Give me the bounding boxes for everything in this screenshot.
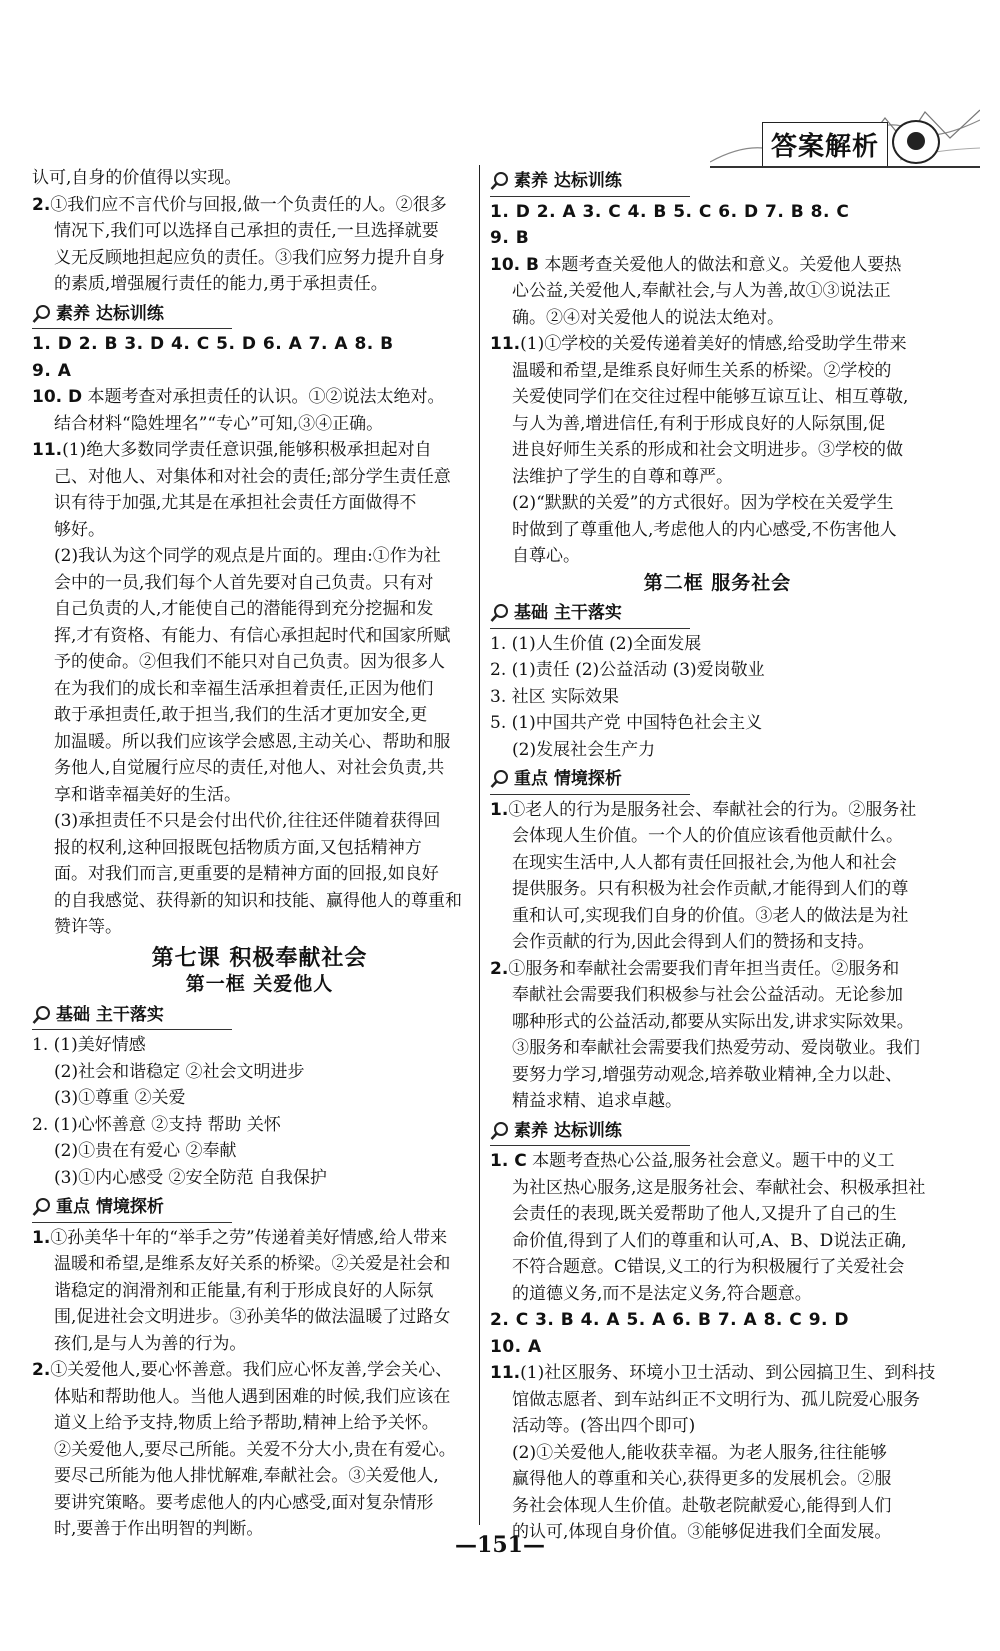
section-label-text: 重点 情境探析 [514,769,622,789]
text-line: 识有待于加强,尤其是在承担社会责任方面做得不 [54,493,417,513]
question-line [490,252,945,279]
question-line [32,1357,487,1384]
text-line: 赢得他人的尊重和关心,获得更多的发展机会。②服 [512,1469,892,1489]
magnifier-icon [32,304,52,324]
text-line: 关爱使同学们在交往过程中能够互谅互让、相互尊敬, [512,387,909,407]
text-line: 体贴和帮助他人。当他人遇到困难的时候,我们应该在 [54,1386,451,1407]
text-line: 会责任的表现,既关爱帮助了他人,又提升了自己的生 [512,1204,897,1224]
text-line: 哪种形式的公益活动,都要从实际出发,讲求实际效果。 [512,1011,914,1032]
text-line: 心公益,关爱他人,奉献社会,与人为善,故①③说法正 [512,281,891,301]
magnifier-icon [490,1121,510,1141]
text-line: 提供服务。只有积极为社会作贡献,才能得到人们的尊 [512,879,909,899]
text-line: 时做到了尊重他人,考虑他人的内心感受,不伤害他人 [512,519,897,540]
question-line [490,797,945,824]
text-line: (3)①尊重 ②关爱 [54,1088,186,1108]
question-text: (1)社区服务、环境小卫士活动、到公园搞卫生、到科技 [520,1363,936,1383]
text-line: 会体现人生价值。一个人的价值应该看他贡献什么。 [512,826,903,846]
question-number: 2. [490,958,509,979]
section-label [490,1118,690,1147]
text-line: 5. (1)中国共产党 中国特色社会主义 [490,713,763,733]
question-line [490,1148,945,1175]
section-label [490,600,690,629]
question-line [32,192,487,219]
magnifier-icon [490,769,510,789]
section-label-text: 基础 主干落实 [514,603,622,623]
column-divider [479,165,480,1525]
text-line: 面。对我们而言,更重要的是精神方面的回报,如良好 [54,864,439,884]
text-line: 认可,自身的价值得以实现。 [32,168,242,188]
question-line [32,437,487,464]
text-line: (2)发展社会生产力 [512,739,656,760]
text-line: 予的使命。②但我们不能只对自己负责。因为很多人 [54,652,445,672]
magnifier-icon [32,1005,52,1025]
text-line: 重和认可,实现我们自身的价值。③老人的做法是为社 [512,905,909,926]
text-line: 享和谐幸福美好的生活。 [54,784,241,805]
text-line: 1. (1)美好情感 [32,1035,146,1055]
text-line: 的素质,增强履行责任的能力,勇于承担责任。 [54,274,388,294]
text-line: (2)①贵在有爱心 ②奉献 [54,1141,237,1161]
text-line: 结合材料“隐姓埋名”“专心”可知,③④正确。 [54,413,384,434]
question-text: ①孙美华十年的“举手之劳”传递着美好情感,给人带来 [50,1227,448,1248]
text-line: 在现实生活中,人人都有责任回报社会,为他人和社会 [512,852,897,873]
text-line: 精益求精、追求卓越。 [512,1091,682,1111]
question-line [490,331,945,358]
text-line: 务社会体现人生价值。赴敬老院献爱心,能得到人们 [512,1495,892,1516]
lesson-heading: 第七课 积极奉献社会 [151,944,368,971]
question-number: 10. B [490,254,539,275]
header-title: 答案解析 [762,122,888,167]
question-number: 1. [32,1227,51,1248]
question-number: 1. C [490,1151,527,1171]
text-line: 够好。 [54,519,105,540]
question-number: 2. [32,1360,51,1380]
text-line: 要尽己所能为他人排忧解难,奉献社会。③关爱他人, [54,1466,439,1486]
text-line: 命价值,得到了人们的尊重和认可,A、B、D说法正确, [512,1230,907,1251]
section-label-text: 素养 达标训练 [514,1120,622,1141]
section-label-text: 素养 达标训练 [514,171,622,191]
answer-key-line: 10. A [490,1336,542,1357]
question-text: ①我们应不言代价与回报,做一个负责任的人。②很多 [50,194,447,215]
brand-logo-icon [892,120,940,164]
section-label [32,301,232,330]
text-line: 加温暖。所以我们应该学会感恩,主动关心、帮助和服 [54,731,451,752]
answer-key-line: 1. D 2. B 3. D 4. C 5. D 6. A 7. A 8. B [32,334,394,354]
question-text: 本题考查关爱他人的做法和意义。关爱他人要热 [539,254,902,275]
text-line: 进良好师生关系的形成和社会文明进步。③学校的做 [512,440,903,460]
text-line: 情况下,我们可以选择自己承担的责任,一旦选择就要 [54,221,439,241]
section-label-text: 基础 主干落实 [56,1004,164,1025]
text-line: 2. (1)责任 (2)公益活动 (3)爱岗敬业 [490,660,765,680]
text-line: 务他人,自觉履行应尽的责任,对他人、对社会负责,共 [54,758,445,778]
magnifier-icon [490,171,510,191]
answer-key-line: 9. A [32,360,72,381]
question-text: ①服务和奉献社会需要我们青年担当责任。②服务和 [508,958,900,979]
text-line: 为社区热心服务,这是服务社会、奉献社会、积极承担社 [512,1177,926,1198]
text-line: 不符合题意。C错误,义工的行为积极履行了关爱社会 [512,1257,905,1277]
section-label-text: 素养 达标训练 [56,303,164,324]
text-line: 与人为善,增进信任,有利于形成良好的人际氛围,促 [512,413,886,434]
question-text: (1)①学校的关爱传递着美好的情感,给受助学生带来 [520,334,907,354]
magnifier-icon [490,603,510,623]
text-line: 会作贡献的行为,因此会得到人们的赞扬和支持。 [512,932,875,952]
text-line: 温暖和希望,是维系友好关系的桥梁。②关爱是社会和 [54,1254,451,1274]
left-column [32,165,487,1543]
text-line: 温暖和希望,是维系良好师生关系的桥梁。②学校的 [512,360,892,381]
question-number: 11. [490,1363,521,1383]
text-line: 敢于承担责任,敢于担当,我们的生活才更加安全,更 [54,705,428,725]
section-label [32,1002,232,1031]
text-line: 确。②④对关爱他人的说法太绝对。 [512,307,784,328]
text-line: (3)①内心感受 ②安全防范 自我保护 [54,1167,327,1188]
text-line: 的自我感觉、获得新的知识和技能、赢得他人的尊重和 [54,890,462,911]
section-label [490,168,690,197]
text-line: 道义上给予支持,物质上给予帮助,精神上给予关怀。 [54,1413,439,1433]
question-text: ①老人的行为是服务社会、奉献社会的行为。②服务社 [508,799,917,820]
section-label-text: 重点 情境探析 [56,1197,164,1217]
text-line: 孩们,是与人为善的行为。 [54,1333,247,1354]
text-line: 义无反顾地担起应负的责任。③我们应努力提升自身 [54,247,445,268]
text-line: 1. (1)人生价值 (2)全面发展 [490,633,702,654]
question-number: 2. [32,194,51,215]
text-line: 3. 社区 实际效果 [490,686,620,707]
text-line: 2. (1)心怀善意 ②支持 帮助 关怀 [32,1114,281,1135]
text-line: (2)①关爱他人,能收获幸福。为老人服务,往往能够 [512,1442,887,1463]
right-column [490,165,945,1546]
question-line [32,1225,487,1252]
text-line: 的认可,体现自身价值。③能够促进我们全面发展。 [512,1522,892,1542]
question-line [32,384,487,411]
text-line: (2)社会和谐稳定 ②社会文明进步 [54,1061,305,1082]
text-line: 在为我们的成长和幸福生活承担着责任,正因为他们 [54,678,434,699]
text-line: 活动等。(答出四个即可) [512,1416,696,1436]
text-line: 自尊心。 [512,546,580,566]
text-line: ②关爱他人,要尽己所能。关爱不分大小,贵在有爱心。 [54,1439,456,1460]
text-line: 围,促进社会文明进步。③孙美华的做法温暖了过路女 [54,1307,451,1327]
text-line: (2)我认为这个同学的观点是片面的。理由:①作为社 [54,546,441,566]
answer-key-line: 9. B [490,228,530,248]
question-text: (1)绝大多数同学责任意识强,能够积极承担起对自 [62,440,432,460]
text-line: 自己负责的人,才能使自己的潜能得到充分挖掘和发 [54,599,434,619]
text-line: 会中的一员,我们每个人首先要对自己负责。只有对 [54,572,434,593]
answer-key-line: 2. C 3. B 4. A 5. A 6. B 7. A 8. C 9. D [490,1310,850,1330]
question-number: 1. [490,799,509,820]
text-line: 奉献社会需要我们积极参与社会公益活动。无论参加 [512,985,903,1005]
question-line [490,956,945,983]
text-line: (2)“默默的关爱”的方式很好。因为学校在关爱学生 [512,493,894,513]
text-line: 谐稳定的润滑剂和正能量,有利于形成良好的人际氛 [54,1280,434,1301]
text-line: 赞许等。 [54,917,122,937]
text-line: 要讲究策略。要考虑他人的内心感受,面对复杂情形 [54,1492,434,1513]
text-line: 报的权利,这种回报既包括物质方面,又包括精神方 [54,837,422,858]
text-line: 要努力学习,增强劳动观念,培养敬业精神,全力以赴、 [512,1064,903,1085]
text-line: (3)承担责任不只是会付出代价,往往还伴随着获得回 [54,811,441,831]
text-line: 馆做志愿者、到车站纠正不文明行为、孤儿院爱心服务 [512,1389,920,1410]
lesson-subheading: 第二框 服务社会 [643,571,792,594]
page-number: —151— [455,1532,545,1558]
section-label [32,1194,232,1223]
magnifier-icon [32,1197,52,1217]
text-line: 时,要善于作出明智的判断。 [54,1519,264,1539]
text-line: 己、对他人、对集体和对社会的责任;部分学生责任意 [54,466,451,487]
question-text: ①关爱他人,要心怀善意。我们应心怀友善,学会关心、 [50,1360,453,1380]
question-text: 本题考查对承担责任的认识。①②说法太绝对。 [82,387,445,407]
text-line: 法维护了学生的自尊和尊严。 [512,466,733,487]
lesson-subheading: 第一框 关爱他人 [185,973,334,995]
section-label [490,766,690,795]
question-text: 本题考查热心公益,服务社会意义。题干中的义工 [526,1151,895,1171]
question-number: 10. D [32,387,83,407]
answer-key-line: 1. D 2. A 3. C 4. B 5. C 6. D 7. B 8. C [490,201,850,222]
text-line: 挥,才有资格、有能力、有信心承担起时代和国家所赋 [54,625,451,646]
text-line: 的道德义务,而不是法定义务,符合题意。 [512,1283,812,1304]
question-line [490,1360,945,1387]
text-line: ③服务和奉献社会需要我们热爱劳动、爱岗敬业。我们 [512,1038,920,1058]
question-number: 11. [32,440,63,460]
question-number: 11. [490,334,521,354]
